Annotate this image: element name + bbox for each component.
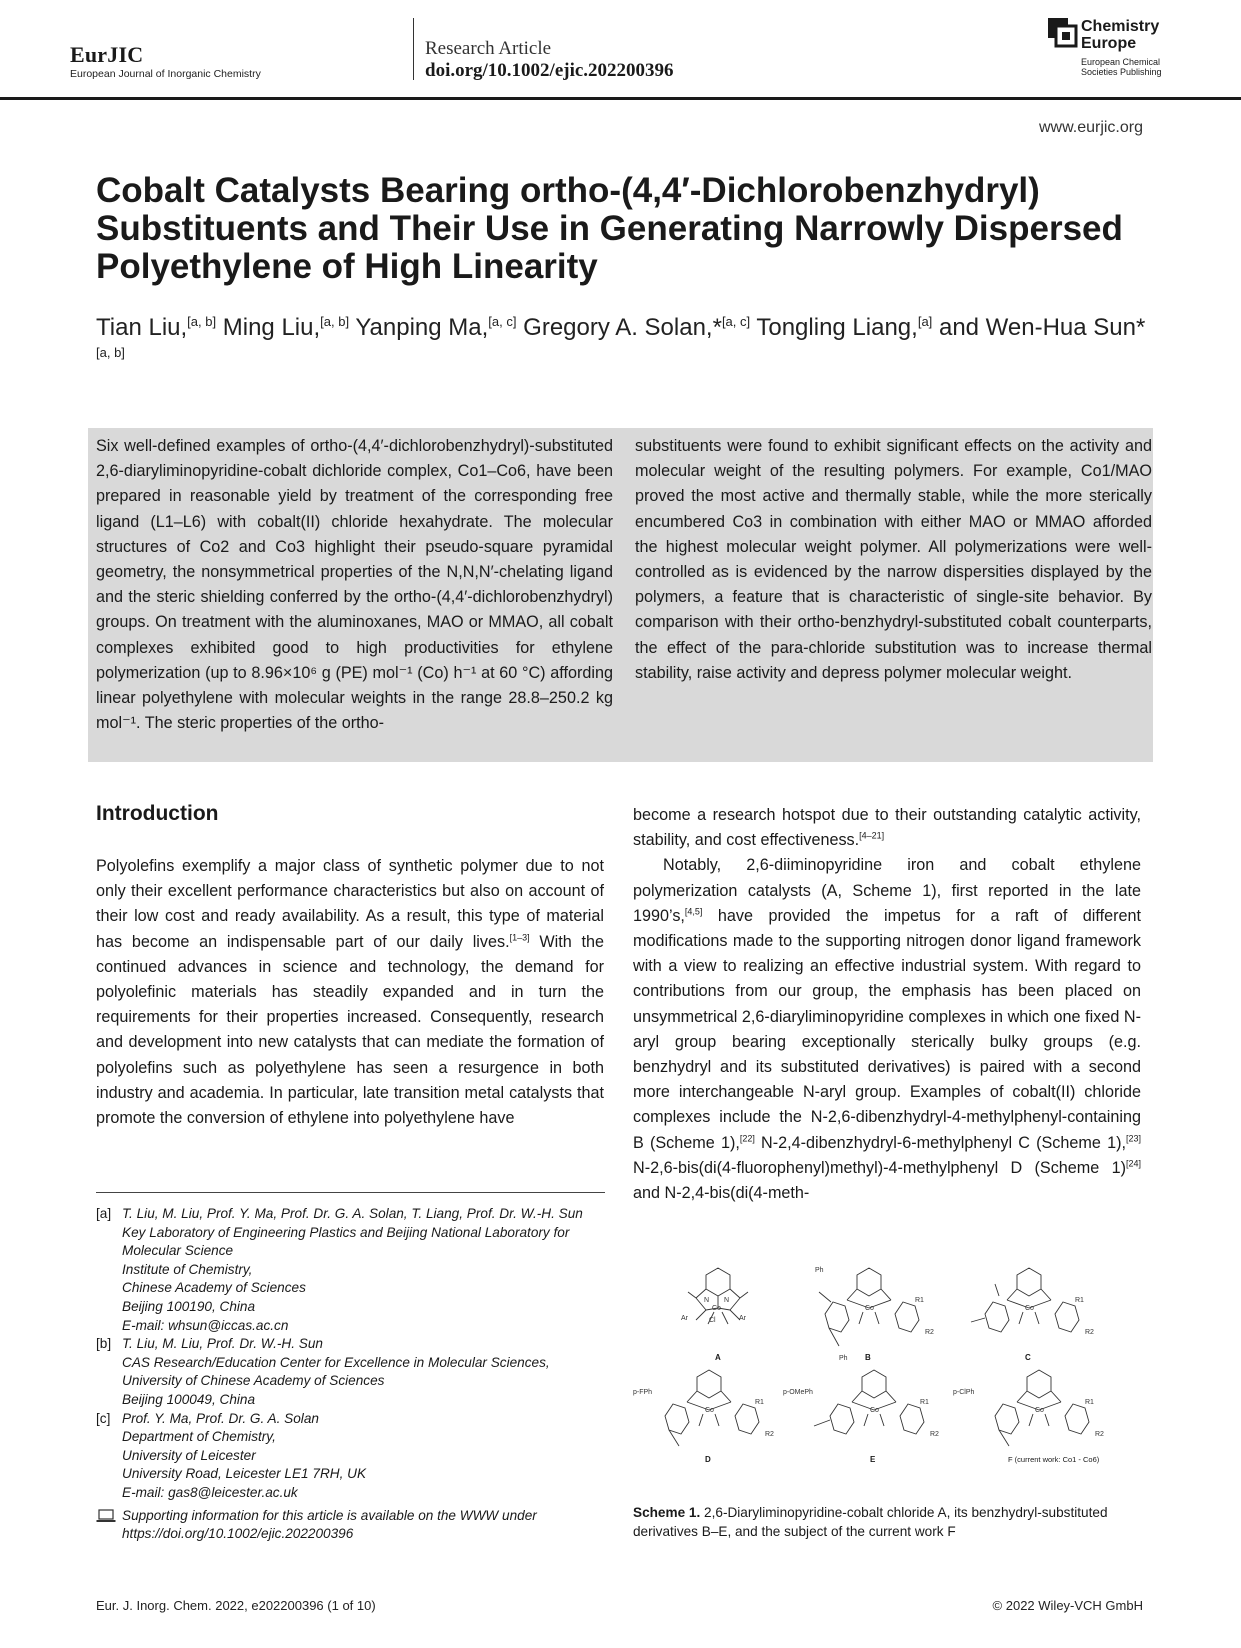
label-r2: R2 bbox=[925, 1329, 934, 1336]
journal-abbrev: EurJIC bbox=[70, 42, 144, 67]
affiliation-line: University of Chinese Academy of Sciences bbox=[122, 1373, 385, 1389]
label-ph: Ph bbox=[839, 1355, 848, 1362]
author-name: Yanping Ma, bbox=[349, 314, 489, 341]
affiliation-line: T. Liu, M. Liu, Prof. Y. Ma, Prof. Dr. G. A. Solan, T. Liang, Prof. Dr. W.-H. Sun bbox=[122, 1206, 583, 1221]
affiliation-line: T. Liu, M. Liu, Prof. Dr. W.-H. Sun bbox=[122, 1336, 323, 1352]
affiliation-line: Key Laboratory of Engineering Plastics and Beijing National Laboratory for Molecular Science bbox=[122, 1224, 570, 1259]
scheme-label-d: D bbox=[705, 1455, 711, 1464]
affiliation-entry bbox=[96, 1410, 606, 1503]
scheme-label-a: A bbox=[715, 1353, 721, 1362]
structure-c bbox=[971, 1268, 1079, 1332]
publisher-subtitle: European Chemical Societies Publishing bbox=[1081, 57, 1162, 77]
author-name: Tongling Liang, bbox=[750, 314, 918, 341]
header-divider bbox=[413, 18, 414, 80]
affiliation-label: [c] bbox=[96, 1410, 111, 1426]
author-affiliation-mark: [a, b] bbox=[96, 345, 125, 360]
affiliation-entry bbox=[96, 1335, 606, 1409]
intro-paragraph-1: Polyolefins exemplify a major class of synthetic polymer due to not only their excellent performance characteristics but also on account of their low cost and ready availability. As a result, this type of material has become an indispensable part of our daily lives.[1–3] With the continued advances in science and technology, the demand for polyolefinic materials has steadily expanded and in turn the requirements for their properties increased. Consequently, research and development into new catalysts that can mediate the formation of polyolefins such as polyethylene has seen a resurgence in both industry and academia. In particular, late transition metal catalysts that promote the conversion of ethylene into polyethylene have bbox=[96, 857, 605, 1128]
supporting-information-note[interactable]: Supporting information for this article is available on the WWW under https://doi.org/10.1002/ejic.202200396 bbox=[96, 1507, 606, 1544]
section-heading-introduction: Introduction bbox=[96, 802, 219, 825]
header-rule bbox=[0, 97, 1241, 100]
citation-ref[interactable]: [22] bbox=[739, 1133, 755, 1144]
body-right-column bbox=[633, 803, 1141, 1206]
affiliation-line: Beijing 100049, China bbox=[122, 1391, 256, 1407]
scheme-1-figure bbox=[633, 1262, 1141, 1488]
abstract-text-2: substituents were found to exhibit significant effects on the activity and molecular weight of the resulting polymers. For example, Co1/MAO proved the most active and thermally stable, while the more sterically encumbered Co3 in combination with either MAO or MMAO afforded the highest molecular weight polymer. All polymerizations were well-controlled as is evidenced by the narrow dispersities displayed by the polymers, a feature that is characteristic of single-site behavior. By comparison with their ortho-benzhydryl-substituted cobalt counterparts, the effect of the para-chloride substitution was to increase thermal stability, raise activity and depress polymer molecular weight. bbox=[635, 437, 1152, 682]
footnote-rule bbox=[96, 1192, 605, 1193]
journal-website[interactable]: www.eurjic.org bbox=[1038, 119, 1143, 136]
label-ph: Ph bbox=[815, 1267, 824, 1274]
label-r2: R2 bbox=[765, 1431, 774, 1438]
publisher-name-line2: Europe bbox=[1081, 35, 1137, 52]
abstract-column-1 bbox=[96, 434, 613, 736]
label-ar: Ar bbox=[681, 1315, 688, 1322]
label-cl: Cl bbox=[709, 1317, 716, 1324]
affiliations bbox=[96, 1205, 606, 1544]
label-co: Co bbox=[712, 1305, 721, 1312]
citation-ref[interactable]: [4–21] bbox=[859, 830, 885, 841]
journal-full-name: European Journal of Inorganic Chemistry bbox=[70, 68, 261, 80]
label-p-omeph: p-OMePh bbox=[783, 1389, 813, 1396]
author-list bbox=[96, 312, 1156, 374]
affiliation-line: Prof. Y. Ma, Prof. Dr. G. A. Solan bbox=[122, 1410, 319, 1426]
label-r2: R2 bbox=[1095, 1431, 1104, 1438]
scheme-label-c: C bbox=[1025, 1353, 1031, 1362]
citation-ref[interactable]: [23] bbox=[1125, 1133, 1141, 1144]
affiliation-label: [b] bbox=[96, 1336, 112, 1352]
label-r1: R1 bbox=[1075, 1297, 1084, 1304]
affiliation-line: E-mail: gas8@leicester.ac.uk bbox=[122, 1484, 298, 1500]
author-affiliation-mark: [a, c] bbox=[721, 314, 751, 329]
intro-paragraph-1-cont: become a research hotspot due to their outstanding catalytic activity, stability, and cost effectiveness.[4–21] bbox=[633, 806, 1141, 850]
label-co: Co bbox=[1025, 1305, 1034, 1312]
label-p-clph: p-ClPh bbox=[953, 1389, 975, 1396]
laptop-icon bbox=[96, 1509, 116, 1523]
scheme-caption: Scheme 1. 2,6-Diaryliminopyridine-cobalt chloride A, its benzhydryl-substituted derivatives B–E, and the subject of the current work F bbox=[633, 1505, 1108, 1539]
author-name: Ming Liu, bbox=[216, 314, 321, 341]
affiliation-line: University of Leicester bbox=[122, 1447, 256, 1463]
publisher-name-line1: Chemistry bbox=[1081, 18, 1160, 35]
author-name: Tian Liu, bbox=[96, 314, 188, 341]
abstract-box bbox=[88, 428, 1153, 762]
affiliation-line: Department of Chemistry, bbox=[122, 1429, 276, 1445]
structure-e bbox=[814, 1370, 924, 1434]
intro-paragraph-2: Notably, 2,6-diiminopyridine iron and cobalt ethylene polymerization catalysts (A, Scheme 1), first reported in the late 1990’s,[4,5] have provided the impetus for a raft of different modifications made to the supporting nitrogen donor ligand framework with a view to realizing an effective industrial system. With regard to contributions from our group, the emphasis has been placed on unsymmetrical 2,6-diaryliminopyridine complexes in which one fixed N-aryl group bearing exceptionally sterically bulky groups (e.g. benzhydryl and its substituted derivatives) is paired with a second more interchangeable N-aryl group. Examples of cobalt(II) chloride complexes include the N-2,6-dibenzhydryl-4-methylphenyl-containing B (Scheme 1),[22] N-2,4-dibenzhydryl-6-methylphenyl C (Scheme 1),[23] N-2,6-bis(di(4-fluorophenyl)methyl)-4-methylphenyl D (Scheme 1)[24] and N-2,4-bis(di(4-meth- bbox=[633, 856, 1141, 1203]
label-r1: R1 bbox=[1085, 1399, 1094, 1406]
article-title bbox=[96, 172, 1156, 286]
affiliation-entry bbox=[96, 1205, 606, 1335]
label-n: N bbox=[704, 1297, 710, 1304]
affiliation-line: University Road, Leicester LE1 7RH, UK bbox=[122, 1466, 367, 1482]
label-r1: R1 bbox=[755, 1399, 764, 1406]
article-type: Research Article bbox=[425, 38, 552, 59]
label-co: Co bbox=[870, 1407, 879, 1414]
label-p-fph: p-FPh bbox=[633, 1389, 653, 1396]
affiliation-label: [a] bbox=[96, 1206, 112, 1221]
label-co: Co bbox=[705, 1407, 714, 1414]
label-co: Co bbox=[1035, 1407, 1044, 1414]
title-text: Cobalt Catalysts Bearing ortho-(4,4′-Dichlorobenzhydryl) Substituents and Their Use in Generating Narrowly Dispersed Polyethylene of High Linearity bbox=[96, 171, 1123, 286]
chemistry-europe-logo-icon bbox=[1048, 18, 1078, 48]
abstract-text-1: Six well-defined examples of ortho-(4,4′-dichlorobenzhydryl)-substituted 2,6-diaryliminopyridine-cobalt dichloride complex, Co1–Co6, have been prepared in reasonable yield by treatment of the corresponding free ligand (L1–L6) with cobalt(II) chloride hexahydrate. The molecular structures of Co2 and Co3 highlight their pseudo-square pyramidal geometry, the nonsymmetrical properties of the N,N,N′-chelating ligand and the steric shielding conferred by the ortho-(4,4′-dichlorobenzhydryl) groups. On treatment with the aluminoxanes, MAO or MMAO, all cobalt complexes exhibited good to high productivities for ethylene polymerization (up to 8.96×10⁶ g (PE) mol⁻¹ (Co) h⁻¹ at 60 °C) affording linear polyethylene with molecular weights in the range 28.8–250.2 kg mol⁻¹. The steric properties of the ortho- bbox=[96, 437, 613, 733]
author-affiliation-mark: [a, b] bbox=[320, 314, 350, 329]
label-r2: R2 bbox=[930, 1431, 939, 1438]
author-name: and Wen-Hua Sun* bbox=[932, 314, 1146, 341]
scheme-label-f: F (current work: Co1 - Co6) bbox=[1008, 1455, 1100, 1464]
label-r1: R1 bbox=[915, 1297, 924, 1304]
affiliation-line: Chinese Academy of Sciences bbox=[122, 1280, 306, 1296]
citation-ref[interactable]: [1–3] bbox=[509, 932, 530, 943]
body-left-column bbox=[96, 854, 604, 1131]
author-affiliation-mark: [a, b] bbox=[187, 314, 217, 329]
abstract-column-2 bbox=[635, 434, 1152, 686]
label-r2: R2 bbox=[1085, 1329, 1094, 1336]
label-r1: R1 bbox=[920, 1399, 929, 1406]
label-co: Co bbox=[865, 1305, 874, 1312]
label-n: N bbox=[724, 1297, 730, 1304]
doi-link[interactable]: doi.org/10.1002/ejic.202200396 bbox=[425, 60, 674, 81]
author-affiliation-mark: [a, c] bbox=[488, 314, 517, 329]
citation-ref[interactable]: [4,5] bbox=[684, 906, 703, 917]
footer-citation: Eur. J. Inorg. Chem. 2022, e202200396 (1 of 10) bbox=[96, 1598, 376, 1613]
scheme-label-e: E bbox=[870, 1455, 876, 1464]
author-name: Gregory A. Solan,* bbox=[516, 314, 722, 341]
label-ar: Ar bbox=[739, 1315, 746, 1322]
affiliation-line: CAS Research/Education Center for Excellence in Molecular Sciences, bbox=[122, 1354, 550, 1370]
scheme-label-b: B bbox=[865, 1353, 871, 1362]
citation-ref[interactable]: [24] bbox=[1125, 1158, 1141, 1169]
author-affiliation-mark: [a] bbox=[917, 314, 933, 329]
affiliation-line: Beijing 100190, China bbox=[122, 1298, 256, 1314]
affiliation-line: Institute of Chemistry, bbox=[122, 1261, 253, 1277]
affiliation-line: E-mail: whsun@iccas.ac.cn bbox=[122, 1317, 289, 1333]
footer-copyright: © 2022 Wiley-VCH GmbH bbox=[992, 1598, 1143, 1613]
